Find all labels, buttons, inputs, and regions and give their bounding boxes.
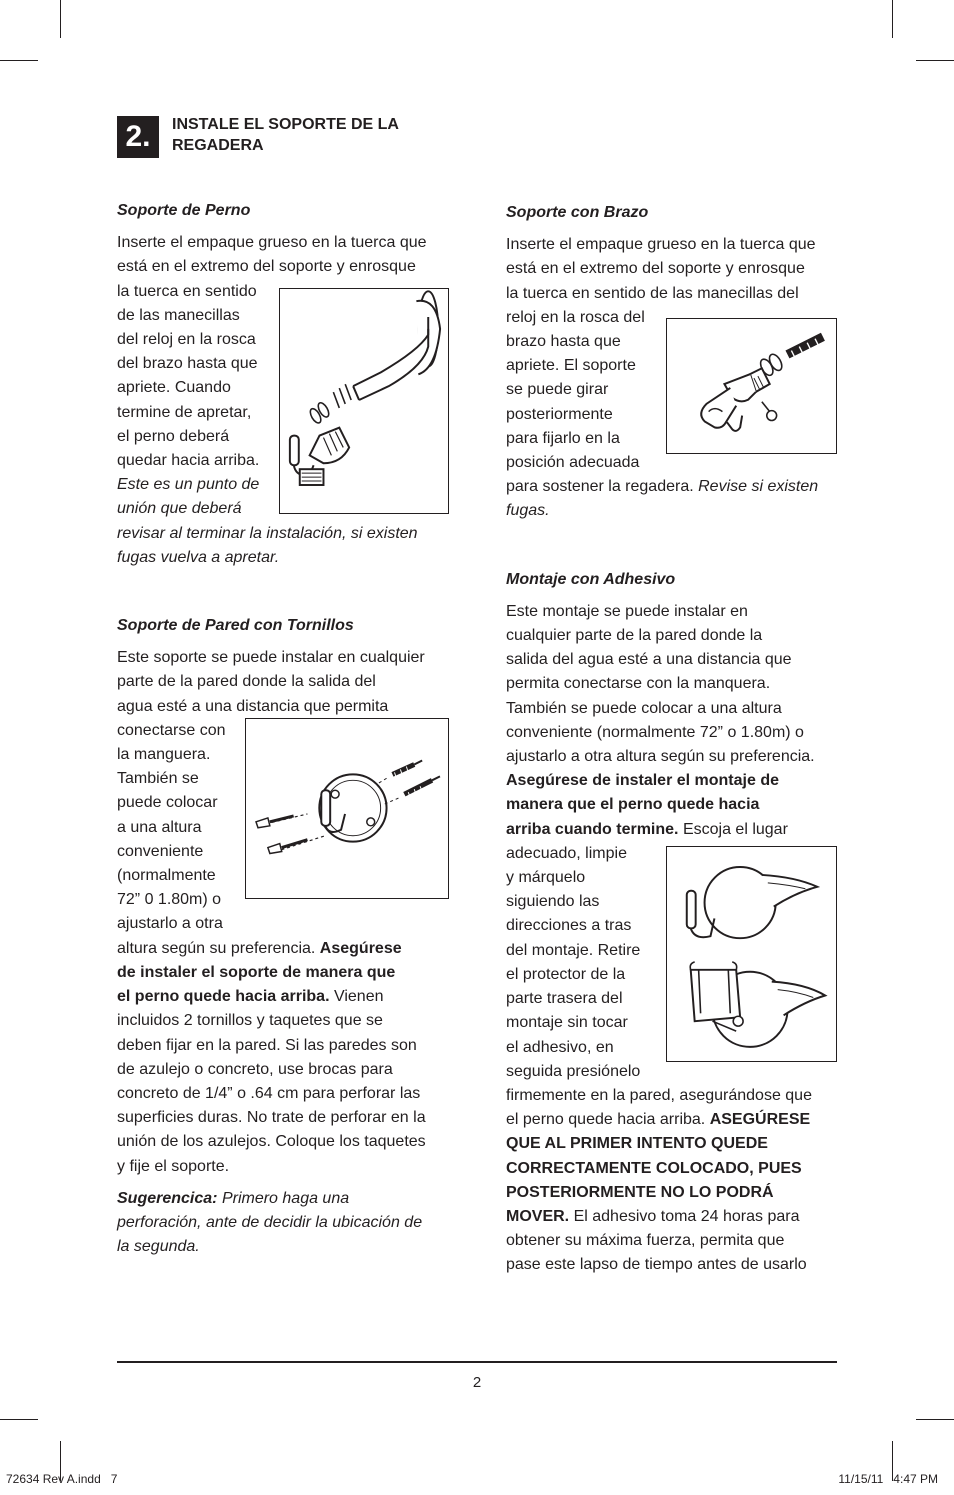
- text-line: perforación, ante de decidir la ubicación de: [117, 1213, 423, 1231]
- text-line: quedar hacia arriba.: [117, 452, 260, 470]
- text-line: conveniente: [117, 842, 204, 860]
- text-line: ajustarlo a otra altura según su preferencia.: [506, 748, 815, 766]
- text-line: concreto de 1/4” o .64 cm para perforar las: [117, 1084, 421, 1102]
- bold-run: MOVER.: [506, 1207, 570, 1225]
- text-line: ajustarlo a otra: [117, 915, 223, 933]
- figure-soporte-brazo: [666, 318, 837, 454]
- crop-mark: [892, 0, 893, 38]
- text-line: conveniente (normalmente 72” o 1.80m) o: [506, 723, 804, 741]
- crop-mark: [60, 0, 61, 38]
- bold-run: ASEGÚRESE: [709, 1111, 811, 1129]
- text-line: la manguera.: [117, 746, 211, 764]
- text-run: para sostener la regadera.: [506, 478, 694, 496]
- text-line: para fijarlo en la: [506, 429, 620, 447]
- text-line: deben fijar en la pared. Si las paredes son: [117, 1036, 417, 1054]
- text-line: la tuerca en sentido de las manecillas del: [506, 284, 799, 302]
- adhesive-mount-illustration: [667, 847, 836, 1061]
- bold-line: QUE AL PRIMER INTENTO QUEDE: [506, 1135, 768, 1153]
- text-line: unión que deberá: [117, 500, 242, 518]
- text-line: conectarse con: [117, 721, 226, 739]
- bold-line: CORRECTAMENTE COLOCADO, PUES: [506, 1159, 802, 1177]
- text-line: de azulejo o concreto, use brocas para: [117, 1060, 393, 1078]
- bold-line: POSTERIORMENTE NO LO PODRÁ: [506, 1183, 774, 1201]
- crop-mark: [916, 1419, 954, 1420]
- figure-soporte-pared: [245, 718, 449, 899]
- arm-holder-illustration: [667, 319, 836, 453]
- text-line: agua esté a una distancia que permita: [117, 697, 389, 715]
- wall-bracket-illustration: [246, 719, 448, 898]
- bold-line: Asegúrese de instaler el montaje de: [506, 772, 779, 790]
- crop-mark: [0, 60, 38, 61]
- bold-run: arriba cuando termine.: [506, 820, 679, 838]
- text-line: Inserte el empaque grueso en la tuerca que: [117, 234, 427, 252]
- italic-run: Revise si existen: [698, 478, 819, 496]
- text-line: y fije el soporte.: [117, 1157, 230, 1175]
- text-line: el protector de la: [506, 965, 626, 983]
- text-line: de las manecillas: [117, 306, 240, 324]
- figure-soporte-perno: [279, 288, 449, 514]
- text-line: fugas.: [506, 502, 550, 520]
- shower-arm-illustration: [280, 289, 448, 513]
- text-line: fugas vuelva a apretar.: [117, 548, 280, 566]
- text-line: parte trasera del: [506, 990, 623, 1008]
- text-line: revisar al terminar la instalación, si existen: [117, 524, 418, 542]
- tip-label: Sugerencica:: [117, 1189, 218, 1207]
- text-line: Este es un punto de: [117, 476, 260, 494]
- text-line: a una altura: [117, 818, 202, 836]
- text-run: el perno quede hacia arriba.: [506, 1111, 706, 1129]
- bold-run: Asegúrese: [319, 939, 402, 957]
- text-line: está en el extremo del soporte y enrosque: [506, 260, 805, 278]
- text-line: adecuado, limpie: [506, 844, 627, 862]
- slug-date-time: 11/15/11 4:47 PM: [838, 1472, 938, 1486]
- text-line: el perno deberá: [117, 427, 230, 445]
- text-line: direcciones a tras: [506, 917, 632, 935]
- text-line: posición adecuada: [506, 454, 640, 472]
- text-line: (normalmente: [117, 867, 216, 885]
- text-line: apriete. Cuando: [117, 379, 231, 397]
- page-number: 2: [472, 1374, 482, 1391]
- text-line: el adhesivo, en: [506, 1038, 614, 1056]
- text-line: termine de apretar,: [117, 403, 252, 421]
- text-line: [117, 937, 452, 961]
- heading-montaje-adhesivo: Montaje con Adhesivo: [506, 570, 676, 588]
- text-line: firmemente en la pared, asegurándose que: [506, 1086, 812, 1104]
- text-line: siguiendo las: [506, 893, 600, 911]
- text-line: posteriormente: [506, 405, 613, 423]
- heading-soporte-brazo: Soporte con Brazo: [506, 204, 649, 221]
- text-line: Este montaje se puede instalar en: [506, 602, 748, 620]
- text-line: está en el extremo del soporte y enrosque: [117, 258, 416, 276]
- text-line: También se puede colocar a una altura: [506, 699, 782, 717]
- text-line: superficies duras. No trate de perforar en la: [117, 1109, 426, 1127]
- text-line: del brazo hasta que: [117, 355, 258, 373]
- text-line: También se: [117, 770, 199, 788]
- text-line: seguida presiónelo: [506, 1062, 641, 1080]
- text-line: [506, 1205, 841, 1229]
- text-run: Escoja el lugar: [682, 820, 788, 838]
- text-line: y márquelo: [506, 869, 586, 887]
- text-line: [117, 985, 452, 1009]
- bold-run: el perno quede hacia arriba.: [117, 988, 330, 1006]
- slug-file-info: 72634 Rev A.indd 7: [6, 1472, 118, 1486]
- heading-soporte-pared: Soporte de Pared con Tornillos: [117, 617, 354, 635]
- step-title: INSTALE EL SOPORTE DE LA REGADERA: [172, 116, 399, 154]
- text-run: El adhesivo toma 24 horas para: [573, 1207, 800, 1225]
- text-line: se puede girar: [506, 381, 609, 399]
- text-line: parte de la pared donde la salida del: [117, 673, 376, 691]
- text-line: Inserte el empaque grueso en la tuerca que: [506, 236, 816, 254]
- footer-rule: [117, 1361, 837, 1363]
- text-line: del reloj en la rosca: [117, 331, 256, 349]
- text-line: 72” 0 1.80m) o: [117, 891, 222, 909]
- tip-line: [117, 1187, 452, 1211]
- text-line: la segunda.: [117, 1238, 200, 1256]
- text-line: salida del agua esté a una distancia que: [506, 651, 792, 669]
- text-line: brazo hasta que: [506, 333, 621, 351]
- crop-mark: [916, 60, 954, 61]
- text-line: obtener su máxima fuerza, permita que: [506, 1232, 785, 1250]
- text-line: apriete. El soporte: [506, 357, 636, 375]
- text-line: cualquier parte de la pared donde la: [506, 627, 763, 645]
- text-line: puede colocar: [117, 794, 218, 812]
- figure-montaje-adhesivo: [666, 846, 837, 1062]
- text-line: [506, 1108, 841, 1132]
- crop-mark: [0, 1419, 38, 1420]
- bold-line: manera que el perno quede hacia: [506, 796, 760, 814]
- step-number-badge: 2.: [117, 116, 159, 158]
- text-run: Primero haga una: [221, 1189, 350, 1207]
- bold-line: de instaler el soporte de manera que: [117, 963, 396, 981]
- text-line: [506, 818, 841, 842]
- text-line: incluidos 2 tornillos y taquetes que se: [117, 1012, 383, 1030]
- text-line: unión de los azulejos. Coloque los taquetes: [117, 1133, 426, 1151]
- text-line: montaje sin tocar: [506, 1014, 628, 1032]
- text-line: Este soporte se puede instalar en cualquier: [117, 649, 425, 667]
- text-line: permita conectarse con la manquera.: [506, 675, 771, 693]
- heading-soporte-perno: Soporte de Perno: [117, 202, 251, 219]
- text-run: altura según su preferencia.: [117, 939, 316, 957]
- text-run: Vienen: [333, 988, 384, 1006]
- text-line: la tuerca en sentido: [117, 282, 257, 300]
- text-line: reloj en la rosca del: [506, 308, 645, 326]
- text-line: [506, 475, 841, 499]
- text-line: pase este lapso de tiempo antes de usarlo: [506, 1256, 807, 1274]
- text-line: del montaje. Retire: [506, 941, 641, 959]
